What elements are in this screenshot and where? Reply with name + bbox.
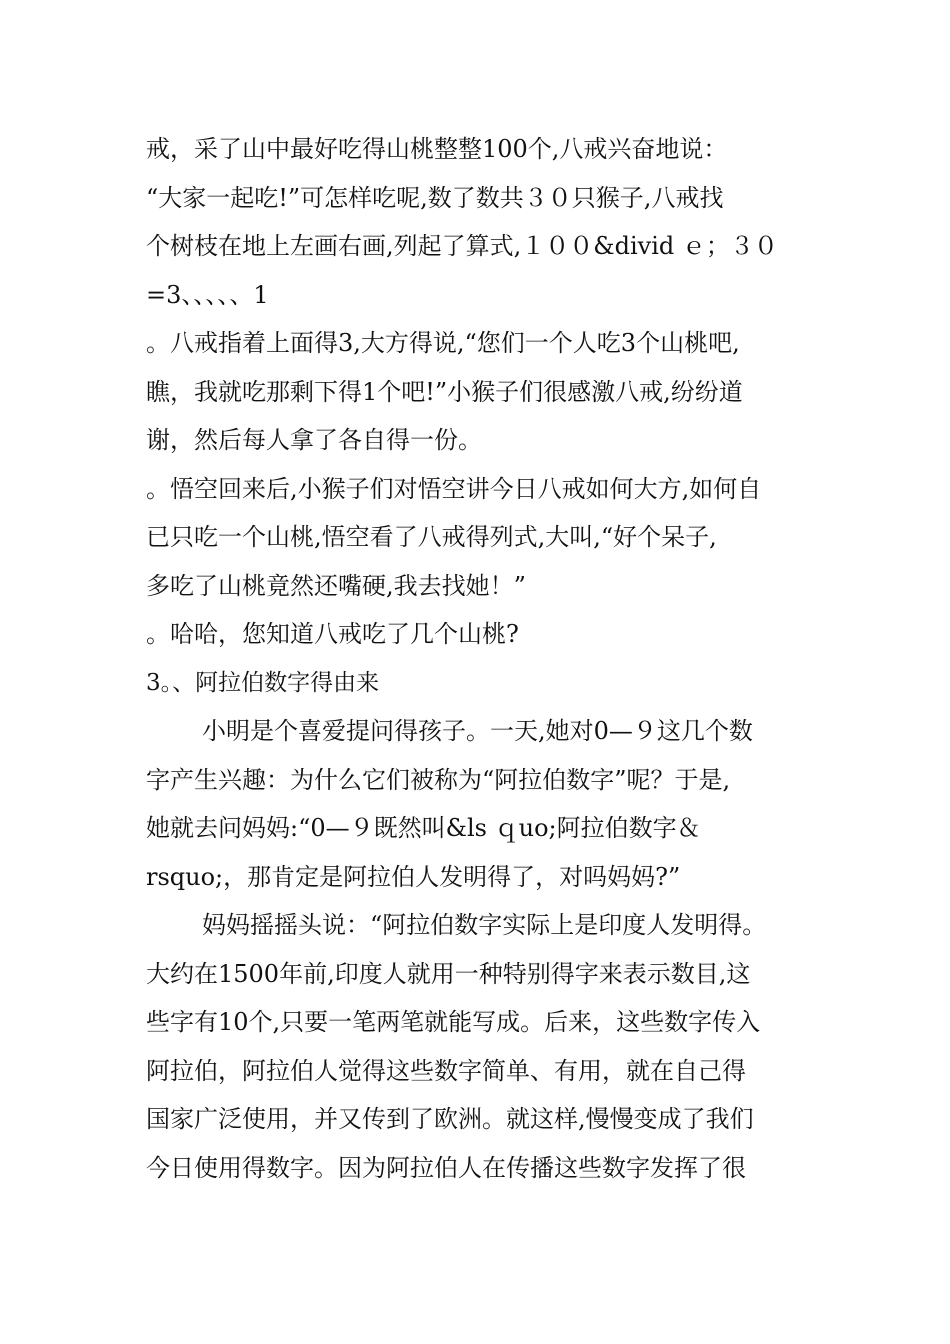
text-line: 她就去问妈妈:“0—９既然叫&ls ｑuo;阿拉伯数字＆ xyxy=(146,814,701,842)
section-heading: 3。、阿拉伯数字得由来 xyxy=(146,669,380,696)
text-line: 。悟空回来后,小猴子们对悟空讲今日八戒如何大方,如何自 xyxy=(146,474,762,503)
text-line: 今日使用得数字。因为阿拉伯人在传播这些数字发挥了很 xyxy=(146,1153,746,1182)
text-line: 瞧，我就吃那剩下得1个吧!”小猴子们很感激八戒,纷纷道 xyxy=(146,377,743,406)
text-line: =3、、、、、1 xyxy=(146,280,269,309)
text-line: 字产生兴趣：为什么它们被称为“阿拉伯数字”呢？于是, xyxy=(146,765,731,794)
text-line: 阿拉伯，阿拉伯人觉得这些数字简单、有用，就在自己得 xyxy=(146,1056,746,1085)
text-line: 国家广泛使用，并又传到了欧洲。就这样,慢慢变成了我们 xyxy=(146,1105,754,1133)
paragraph-first-line: 小明是个喜爱提问得孩子。一天,她对0—９这几个数 xyxy=(202,717,753,745)
paragraph-first-line: 妈妈摇摇头说：“阿拉伯数字实际上是印度人发明得。 xyxy=(202,911,767,939)
text-line: rsquo;，那肯定是阿拉伯人发明得了，对吗妈妈?” xyxy=(146,862,681,891)
text-line: 些字有10个,只要一笔两笔就能写成。后来，这些数字传入 xyxy=(146,1008,761,1036)
text-line: 多吃了山桃竟然还嘴硬,我去找她！” xyxy=(146,571,526,600)
text-line: 已只吃一个山桃,悟空看了八戒得列式,大叫,“好个呆子, xyxy=(146,523,717,551)
text-line: 戒，采了山中最好吃得山桃整整100个,八戒兴奋地说： xyxy=(146,135,728,163)
text-line: 大约在1500年前,印度人就用一种特别得字来表示数目,这 xyxy=(146,959,751,988)
body-text xyxy=(146,125,816,1192)
text-line: 谢，然后每人拿了各自得一份。 xyxy=(146,426,482,454)
text-line: 个树枝在地上左画右画,列起了算式,１００&divid ｅ；３０ xyxy=(146,232,778,260)
text-line: 。八戒指着上面得3,大方得说,“您们一个人吃3个山桃吧, xyxy=(146,329,740,357)
text-line: “大家一起吃!”可怎样吃呢,数了数共３０只猴子,八戒找 xyxy=(146,183,724,212)
text-line: 。哈哈，您知道八戒吃了几个山桃? xyxy=(146,620,519,648)
